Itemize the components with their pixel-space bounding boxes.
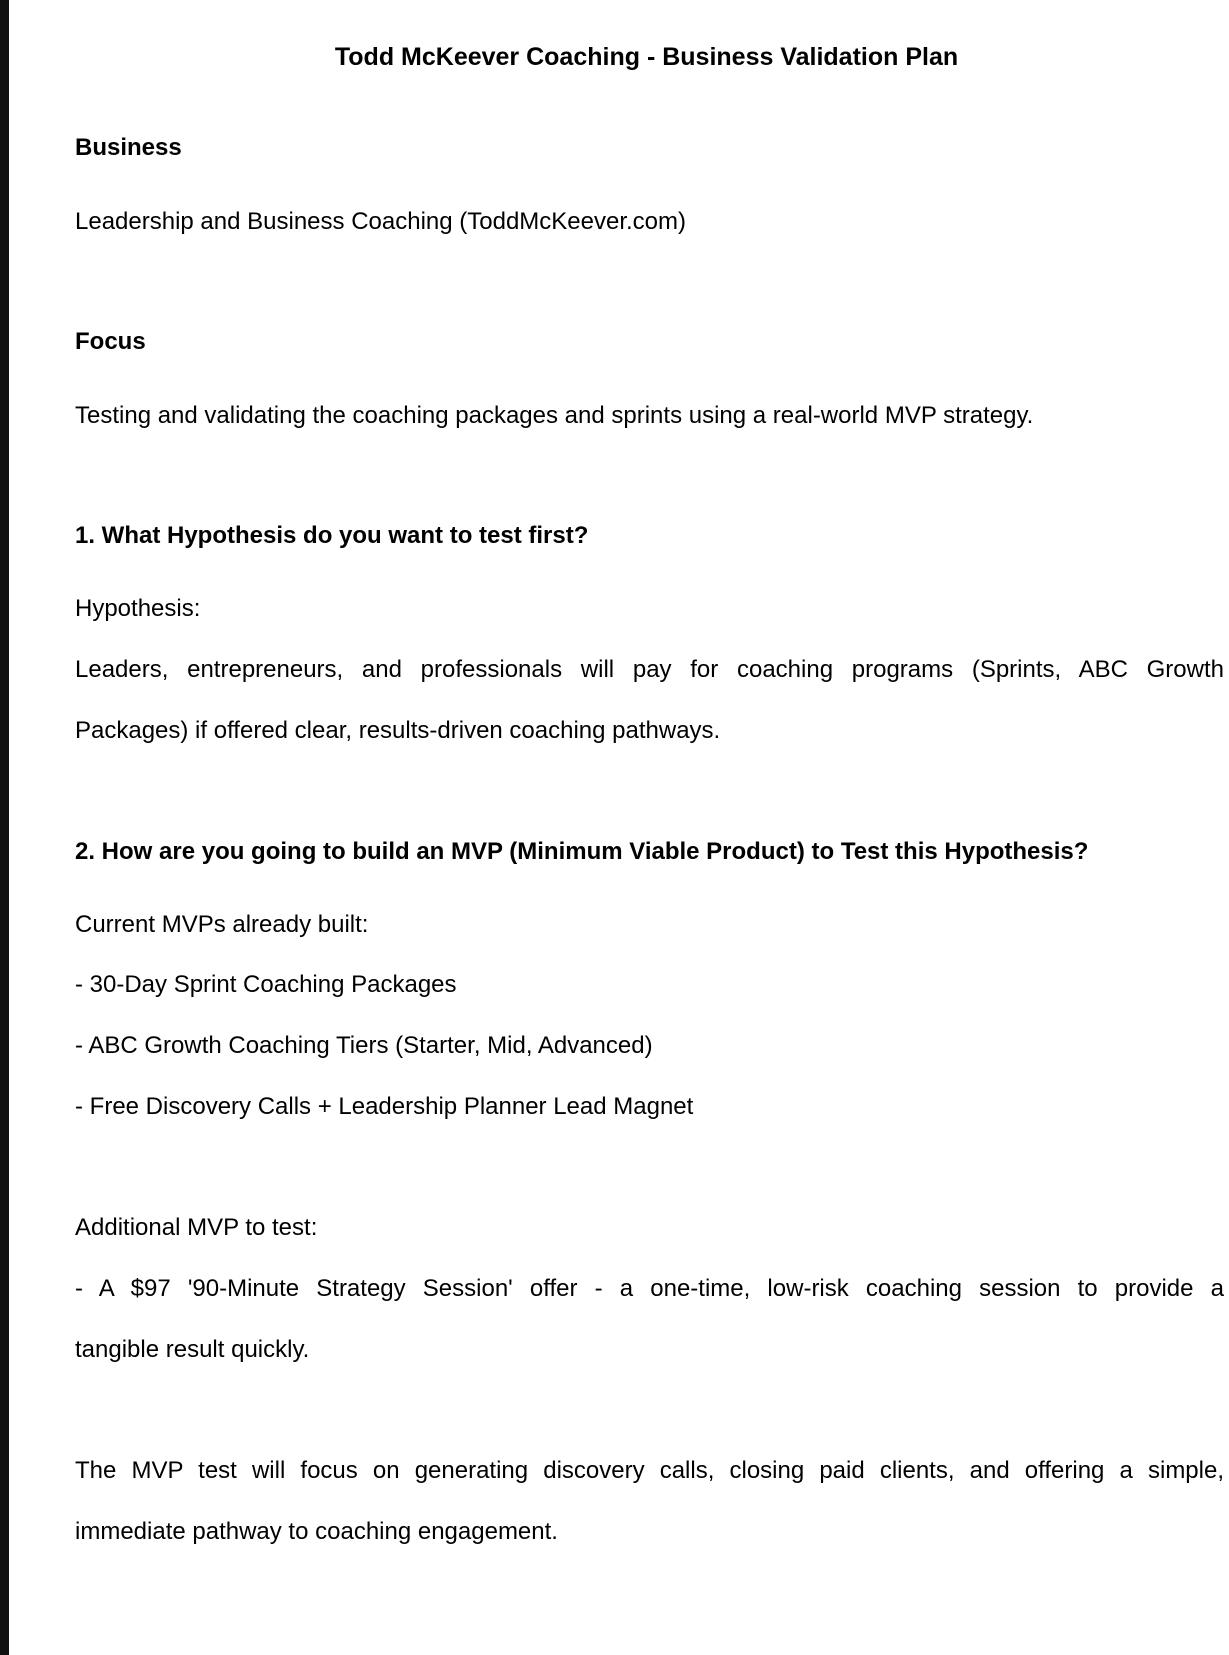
hypothesis-line-2: Packages) if offered clear, results-driven coaching pathways. — [75, 717, 721, 744]
business-heading: Business — [75, 134, 182, 161]
business-text: Leadership and Business Coaching (ToddMcKeever.com) — [75, 208, 687, 235]
additional-mvp-label: Additional MVP to test: — [75, 1214, 318, 1241]
left-edge-bar — [0, 0, 9, 1655]
hypothesis-label: Hypothesis: — [75, 595, 201, 622]
current-mvp-item: - ABC Growth Coaching Tiers (Starter, Mid, Advanced) — [75, 1032, 653, 1059]
additional-mvp-line-2: tangible result quickly. — [75, 1336, 310, 1363]
focus-text: Testing and validating the coaching packages and sprints using a real-world MVP strategy. — [75, 402, 1034, 429]
current-mvp-item: - 30-Day Sprint Coaching Packages — [75, 971, 457, 998]
additional-mvp-line-1: - A $97 '90-Minute Strategy Session' offer - a one-time, low-risk coaching session to provide a — [75, 1275, 1224, 1302]
summary-line-1: The MVP test will focus on generating discovery calls, closing paid clients, and offering a simple, — [75, 1457, 1224, 1484]
hypothesis-line-1: Leaders, entrepreneurs, and professionals will pay for coaching programs (Sprints, ABC Growth — [75, 656, 1224, 683]
document-title: Todd McKeever Coaching - Business Validation Plan — [334, 43, 959, 71]
current-mvps-label: Current MVPs already built: — [75, 911, 369, 938]
summary-line-2: immediate pathway to coaching engagement. — [75, 1518, 558, 1545]
section1-heading: 1. What Hypothesis do you want to test first? — [75, 522, 589, 549]
current-mvp-item: - Free Discovery Calls + Leadership Planner Lead Magnet — [75, 1093, 694, 1120]
focus-heading: Focus — [75, 328, 146, 355]
document-page — [9, 0, 1229, 1655]
section2-heading: 2. How are you going to build an MVP (Minimum Viable Product) to Test this Hypothesis? — [75, 838, 1089, 865]
